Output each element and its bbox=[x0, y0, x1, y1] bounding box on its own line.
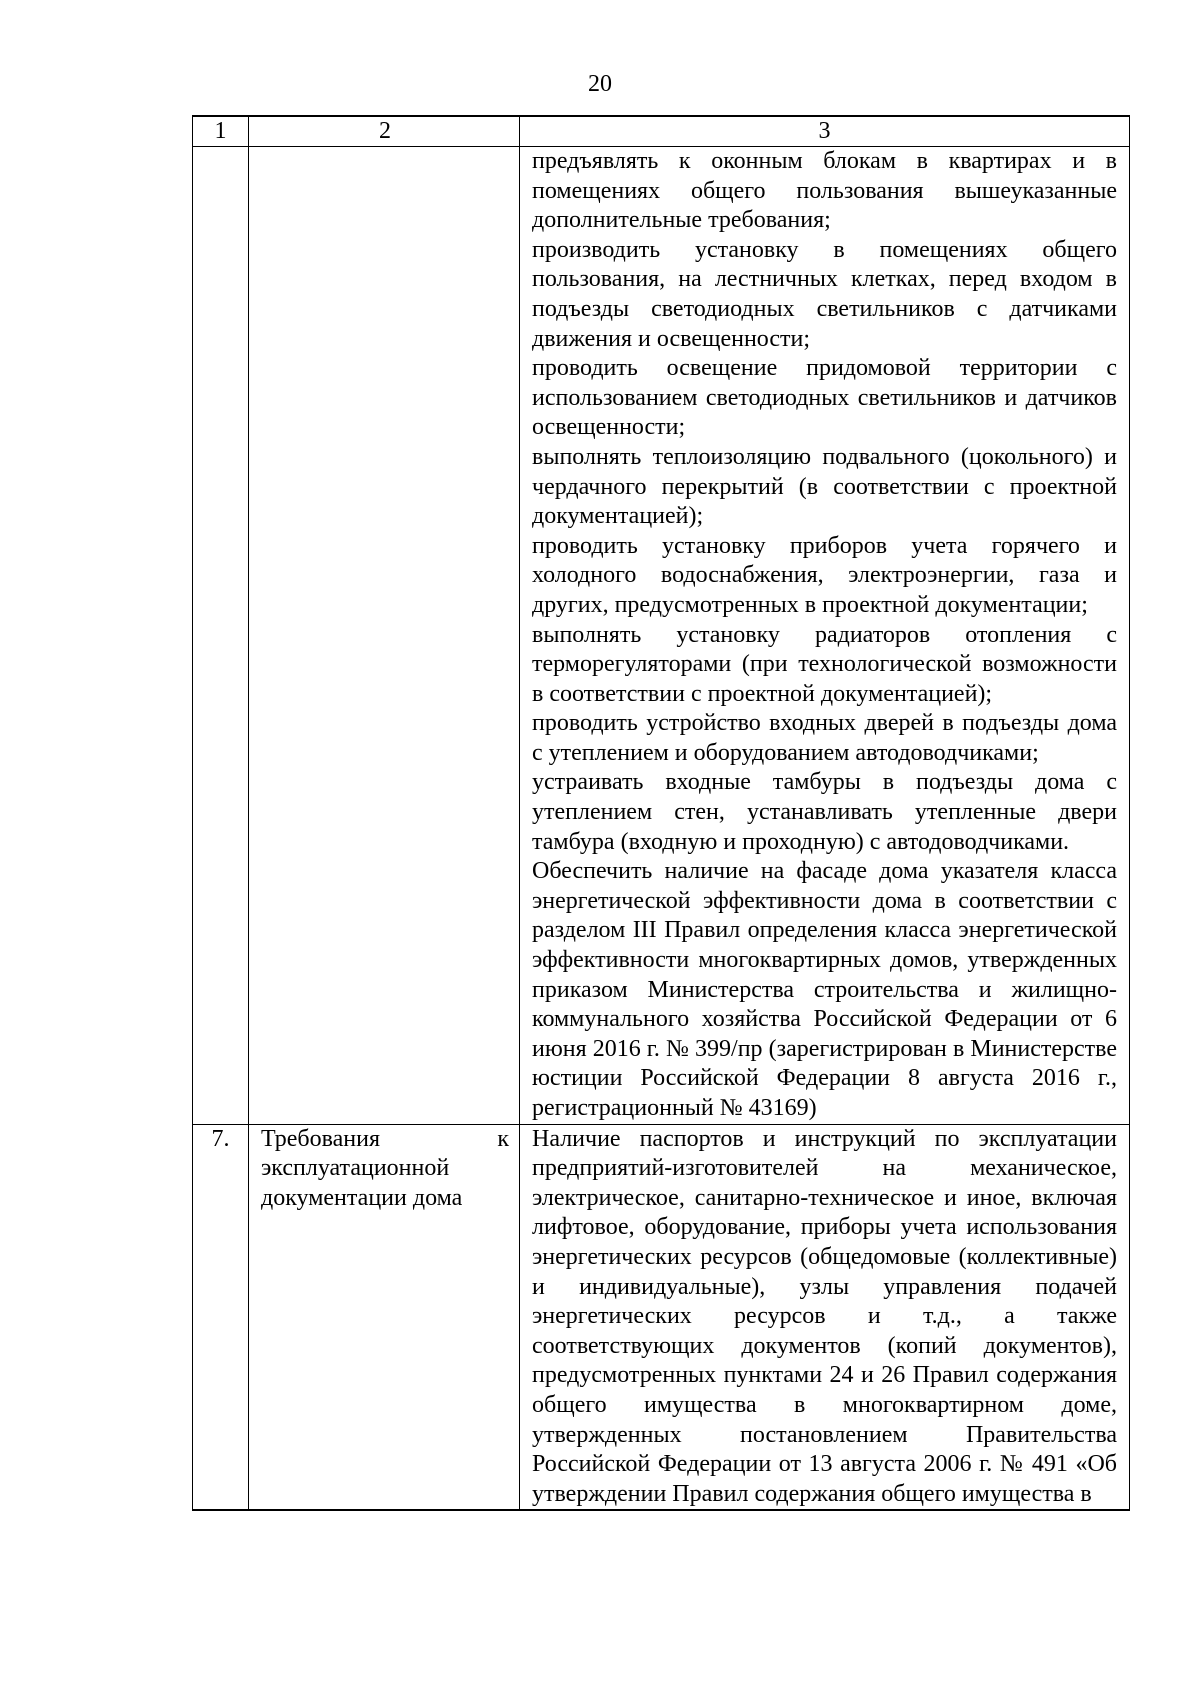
row-requirements bbox=[520, 1124, 1130, 1510]
column-header-3: 3 bbox=[520, 116, 1130, 147]
requirement-paragraph: проводить освещение придомовой территории с использованием светодиодных светильников и датчиков освещенности; bbox=[532, 355, 1117, 441]
requirement-paragraph: выполнять теплоизоляцию подвального (цокольного) и чердачного перекрытий (в соответствии с проектной документацией); bbox=[532, 443, 1117, 530]
requirement-paragraph: производить установку в помещениях общего пользования, на лестничных клетках, перед входом в подъезды светодиодных светильников с датчиками движения и освещенности; bbox=[532, 236, 1117, 352]
row-title bbox=[249, 147, 520, 1125]
row-number bbox=[193, 147, 249, 1125]
page-number: 20 bbox=[588, 71, 612, 97]
requirement-paragraph: Наличие паспортов и инструкций по эксплуатации предприятий-изготовителей на механическое, электрическое, санитарно-техническое и иное, включая лифтовое, оборудование, приборы учета использования энергетических ресурсов (общедомовые (коллективные) и индивидуальные), узлы управления подачей энергетических ресурсов и т.д., а также соответствующих документов (копий документов), предусмотренных пунктами 24 и 26 Правил содержания общего имущества в многоквартирном доме, утвержденных постановлением Правительства Российской Федерации от 13 августа 2006 г. № 491 «Об утверждении Правил содержания общего имущества в bbox=[532, 1125, 1117, 1507]
row-title: Требования к эксплуатационной документации дома bbox=[249, 1124, 520, 1510]
requirement-paragraph: устраивать входные тамбуры в подъезды дома с утеплением стен, устанавливать утепленные двери тамбура (входную и проходную) с автодоводчиками. bbox=[532, 769, 1117, 855]
row-number: 7. bbox=[193, 1124, 249, 1510]
requirement-paragraph: проводить установку приборов учета горячего и холодного водоснабжения, электроэнергии, газа и других, предусмотренных в проектной документации; bbox=[532, 532, 1117, 618]
row-requirements bbox=[520, 147, 1130, 1125]
table-row bbox=[193, 1124, 1130, 1510]
requirement-paragraph: предъявлять к оконным блокам в квартирах и в помещениях общего пользования вышеуказанные дополнительные требования; bbox=[532, 148, 1117, 234]
requirement-paragraph: Обеспечить наличие на фасаде дома указателя класса энергетической эффективности дома в соответствии с разделом III Правил определения класса энергетической эффективности многоквартирных домов, утвержденных приказом Министерства строительства и жилищно-коммунального хозяйства Российской Федерации от 6 июня 2016 г. № 399/пр (зарегистрирован в Министерстве юстиции Российской Федерации 8 августа 2016 г., регистрационный № 43169) bbox=[532, 858, 1117, 1121]
column-header-1: 1 bbox=[193, 116, 249, 147]
column-header-2: 2 bbox=[249, 116, 520, 147]
requirement-paragraph: проводить устройство входных дверей в подъезды дома с утеплением и оборудованием автодоводчиками; bbox=[532, 710, 1117, 766]
table-header-row bbox=[193, 116, 1130, 147]
requirements-table bbox=[192, 115, 1130, 1511]
table-row bbox=[193, 147, 1130, 1125]
requirement-paragraph: выполнять установку радиаторов отопления с терморегуляторами (при технологической возможности в соответствии с проектной документацией); bbox=[532, 621, 1117, 707]
